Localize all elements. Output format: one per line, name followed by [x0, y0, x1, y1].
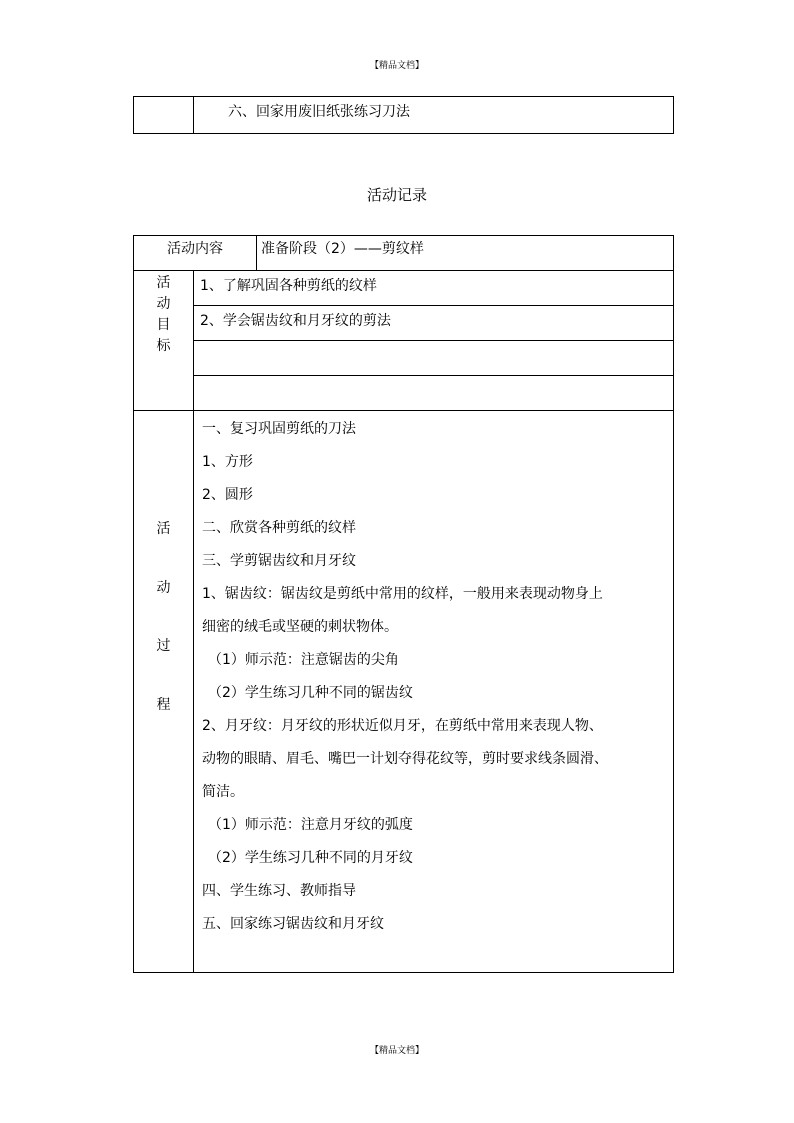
process-line: 1、锯齿纹：锯齿纹是剪纸中常用的纹样，一般用来表现动物身上: [202, 586, 603, 602]
goal-item: [194, 341, 674, 376]
goals-label: 活 动 目 标: [134, 271, 194, 411]
activity-record-table: [133, 235, 674, 973]
process-line: （2）学生练习几种不同的锯齿纹: [208, 685, 413, 701]
process-line: （1）师示范：注意月牙纹的弧度: [208, 817, 413, 833]
previous-label-cell: [134, 97, 194, 134]
process-line: 二、欣赏各种剪纸的纹样: [202, 520, 356, 536]
process-line: （1）师示范：注意锯齿的尖角: [208, 652, 399, 668]
process-line: 动物的眼睛、眉毛、嘴巴一计划夺得花纹等，剪时要求线条圆滑、: [202, 751, 608, 767]
goal-item: [194, 376, 674, 411]
process-line: 四、学生练习、教师指导: [202, 883, 356, 899]
process-line: 一、复习巩固剪纸的刀法: [202, 421, 356, 437]
previous-item: 六、回家用废旧纸张练习刀法: [194, 97, 674, 134]
process-line: 三、学剪锯齿纹和月牙纹: [202, 553, 356, 569]
page-header: 【精品文档】: [369, 61, 424, 71]
content-label: 活动内容: [134, 236, 257, 271]
content-value: 准备阶段（2）——剪纹样: [257, 236, 674, 271]
goal-item: 2、学会锯齿纹和月牙纹的剪法: [194, 306, 674, 341]
page-footer: 【精品文档】: [369, 1046, 424, 1056]
process-line: 2、圆形: [202, 487, 253, 503]
process-line: 五、回家练习锯齿纹和月牙纹: [202, 916, 384, 932]
goal-item: 1、了解巩固各种剪纸的纹样: [194, 271, 674, 306]
process-line: 1、方形: [202, 454, 253, 470]
section-title: 活动记录: [366, 186, 427, 204]
process-label: 活 动 过 程: [134, 411, 194, 973]
process-line: （2）学生练习几种不同的月牙纹: [208, 850, 413, 866]
process-line: 简洁。: [202, 784, 244, 800]
process-line: 2、月牙纹：月牙纹的形状近似月牙，在剪纸中常用来表现人物、: [202, 718, 603, 734]
process-line: 细密的绒毛或坚硬的刺状物体。: [202, 619, 398, 635]
previous-table: [133, 96, 674, 134]
process-content: [194, 411, 674, 973]
